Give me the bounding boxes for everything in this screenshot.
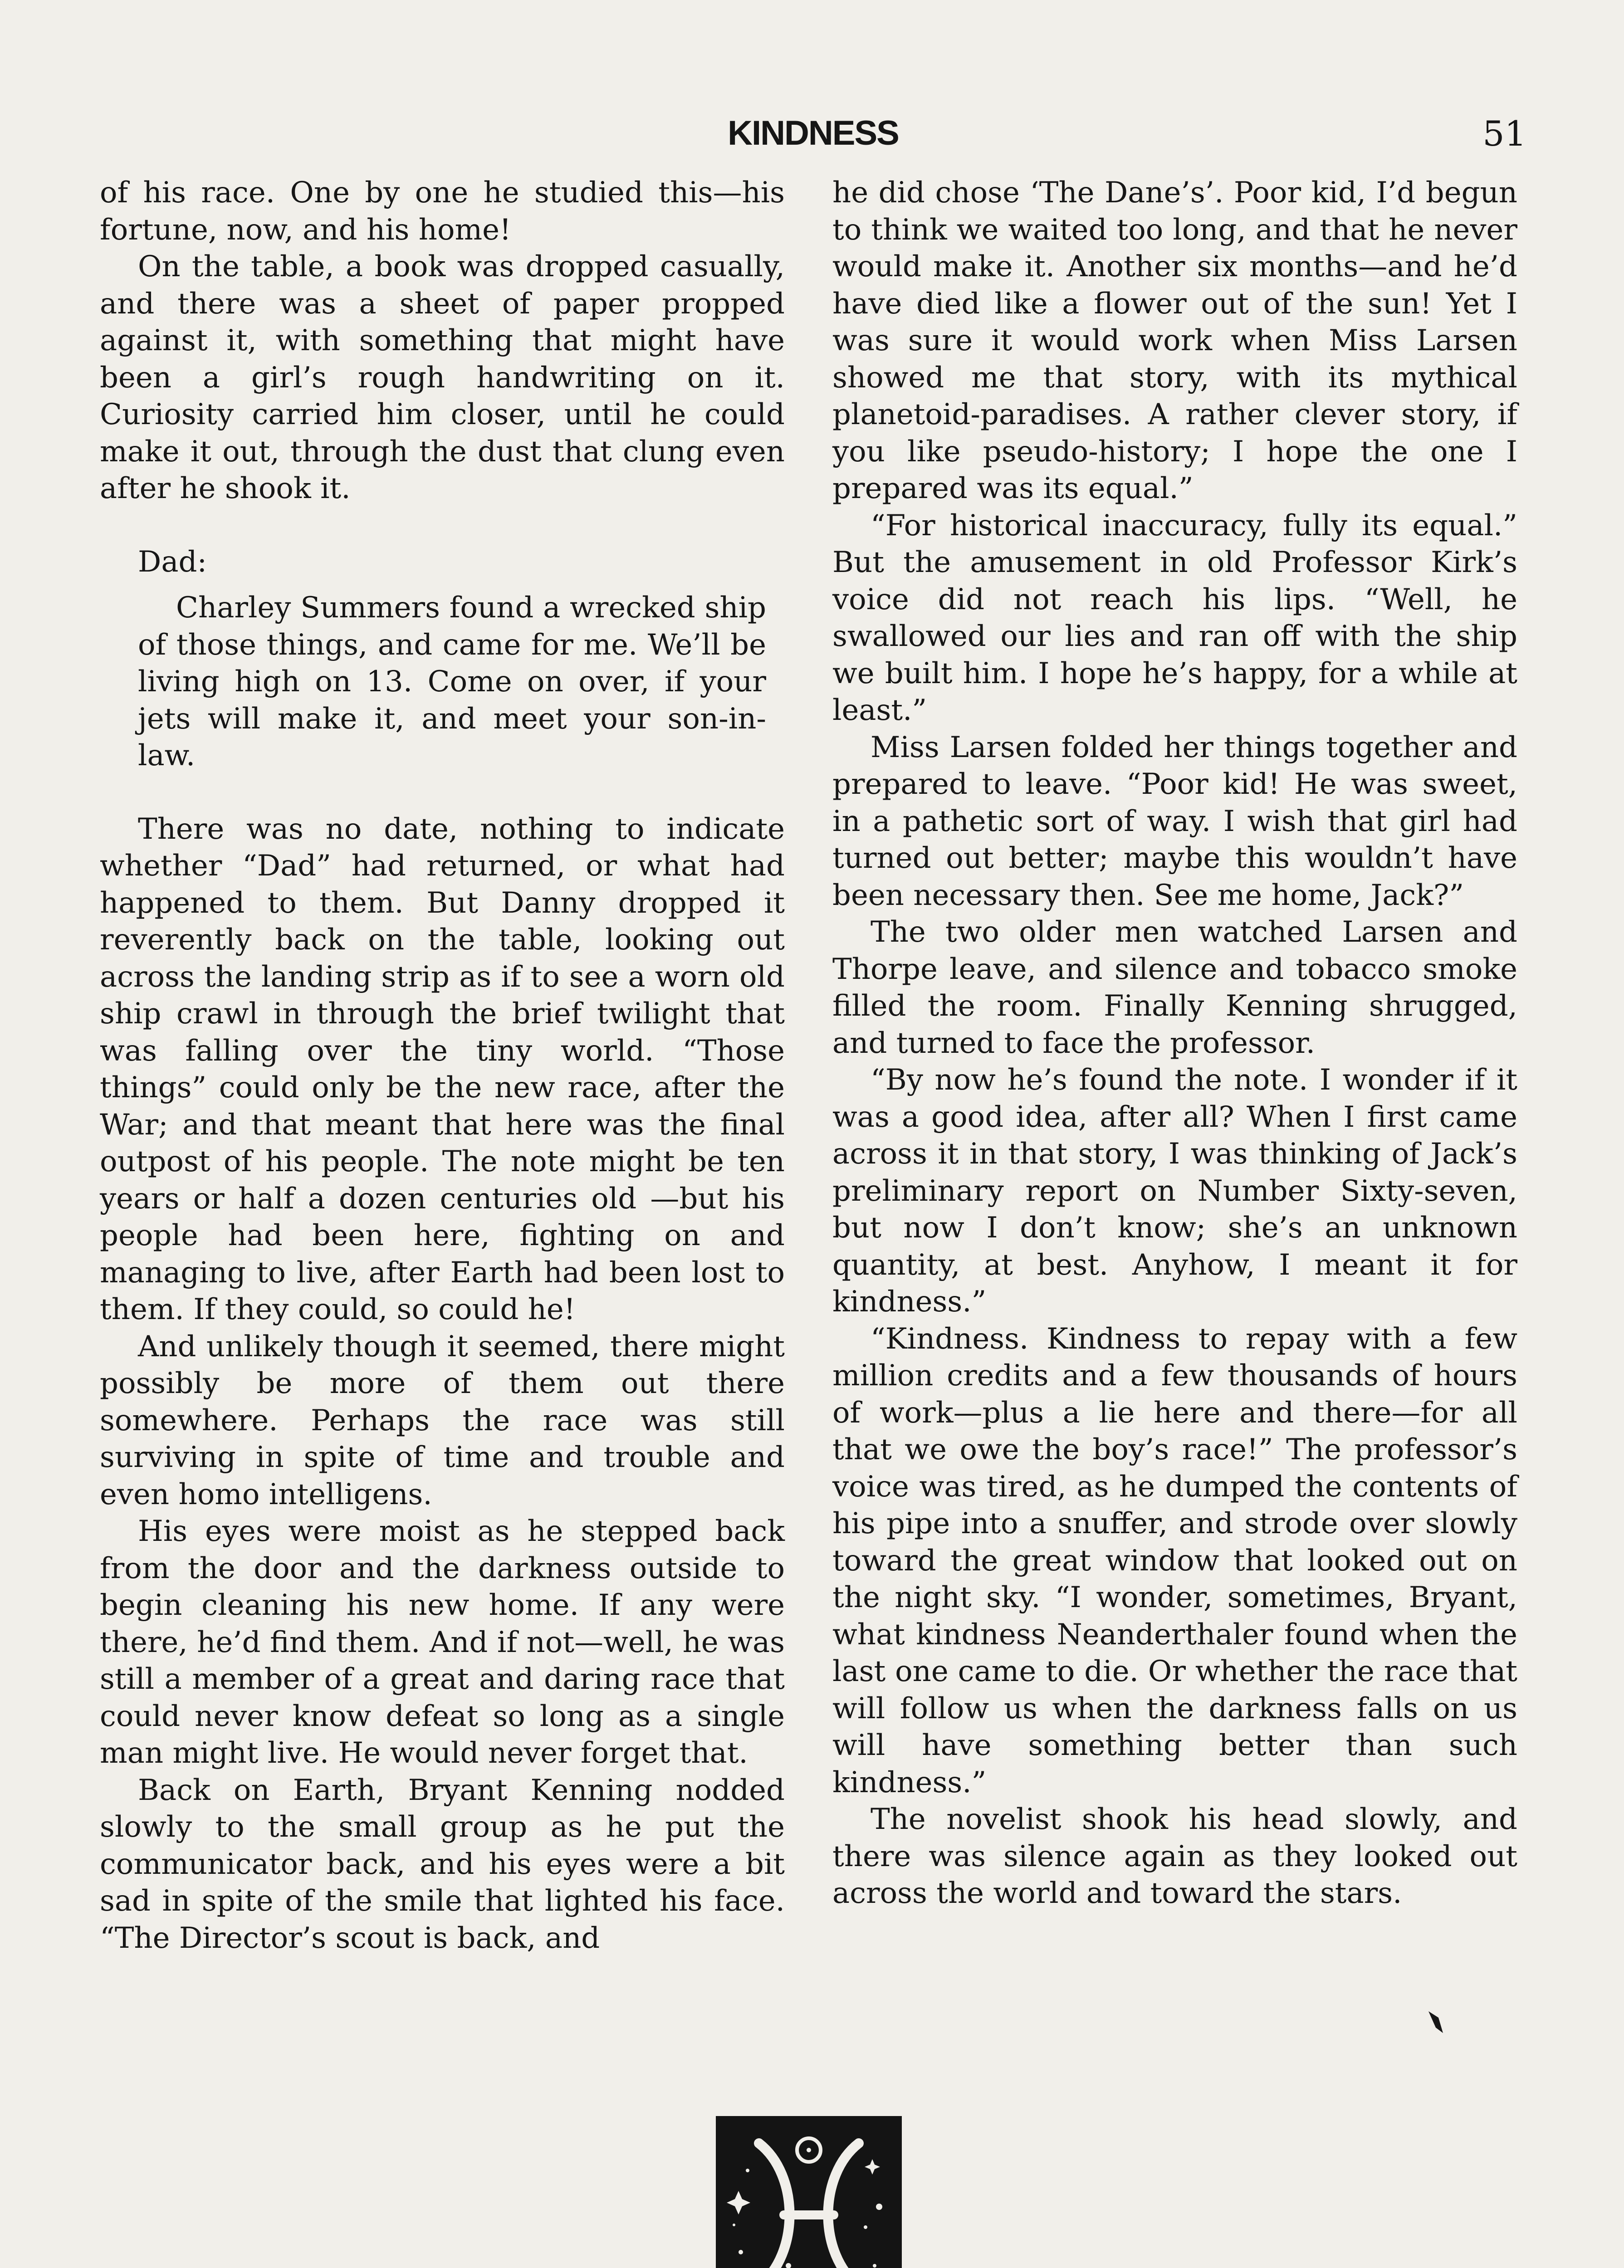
paragraph: And unlikely though it seemed, there might possibly be more of them out there somewhere. Perhaps the race was still surviving in spite of time and trouble and even homo intelligens.	[100, 1330, 785, 1511]
pisces-zodiac-icon	[716, 2116, 902, 2268]
paragraph: There was no date, nothing to indicate whether “Dad” had returned, or what had happened to them. But Danny dropped it reverently back on the table, looking out across the landing strip as if to see a worn old ship crawl in through the brief twilight that was falling over the tiny world. “Those things” could only be the new race, after the War; and that meant that here was the final outpost of his people. The note might be ten years or half a dozen centuries old —but his people had been here, fighting on and managing to live, after Earth had been lost to them. If they could, so could he!	[100, 812, 785, 1326]
paragraph: he did chose ‘The Dane’s’. Poor kid, I’d begun to think we waited too long, and that he never would make it. Another six months—and he’d have died like a flower out of the sun! Yet I was sure it would work when Miss Larsen showed me that story, with its mythical planetoid-paradises. A rather clever story, if you like pseudo-history; I hope the one I prepared was its equal.”	[832, 176, 1517, 505]
page-header	[100, 113, 1526, 163]
paragraph: His eyes were moist as he stepped back from the door and the darkness outside to begin cleaning his new home. If any were there, he’d find them. And if not—well, he was still a member of a great and daring race that could never know defeat so long as a single man might live. He would never forget that.	[100, 1515, 785, 1770]
note-body: Charley Summers found a wrecked ship of those things, and came for me. We’ll be living high on 13. Come on over, if your jets will make it, and meet your son-in-law.	[138, 591, 766, 772]
paragraph: “For historical inaccuracy, fully its equal.” But the amusement in old Professor Kirk’s voice did not reach his lips. “Well, he swallowed our lies and ran off with the ship we built him. I hope he’s happy, for a while at least.”	[832, 508, 1517, 727]
left-column	[100, 175, 785, 1957]
paragraph: Miss Larsen folded her things together and prepared to leave. “Poor kid! He was sweet, in a pathetic sort of way. I wish that girl had turned out better; maybe this wouldn’t have been necessary then. See me home, Jack?”	[832, 730, 1517, 912]
end-of-story-mark-icon	[1427, 2009, 1445, 2034]
handwritten-note	[100, 544, 785, 775]
page-number: 51	[1482, 113, 1526, 154]
right-column	[832, 175, 1517, 1912]
note-salutation: Dad:	[138, 545, 207, 579]
paragraph: On the table, a book was dropped casually, and there was a sheet of paper propped against it, with something that might have been a girl’s rough handwriting on it. Curiosity carried him closer, until he could make it out, through the dust that clung even after he shook it.	[100, 250, 785, 505]
paragraph: “By now he’s found the note. I wonder if it was a good idea, after all? When I first came across it in that story, I was thinking of Jack’s preliminary report on Number Sixty-seven, but now I don’t know; she’s an unknown quantity, at best. Anyhow, I meant it for kindness.”	[832, 1063, 1517, 1319]
paragraph: of his race. One by one he studied this—his fortune, now, and his home!	[100, 176, 785, 247]
paragraph: “Kindness. Kindness to repay with a few million credits and a few thousands of hours of work—plus a lie here and there—for all that we owe the boy’s race!” The professor’s voice was tired, as he dumped the contents of his pipe into a snuffer, and strode over slowly toward the great window that looked out on the night sky. “I wonder, sometimes, Bryant, what kindness Neanderthaler found when the last one came to die. Or whether the race that will follow us when the darkness falls on us will have something better than such kindness.”	[832, 1322, 1517, 1799]
running-title: KINDNESS	[728, 114, 899, 152]
paragraph: Back on Earth, Bryant Kenning nodded slowly to the small group as he put the communicator back, and his eyes were a bit sad in spite of the smile that lighted his face. “The Director’s scout is back, and	[100, 1773, 785, 1955]
paragraph: The novelist shook his head slowly, and there was silence again as they looked out across the world and toward the stars.	[832, 1803, 1517, 1910]
paragraph: The two older men watched Larsen and Thorpe leave, and silence and tobacco smoke filled the room. Finally Kenning shrugged, and turned to face the professor.	[832, 915, 1517, 1060]
